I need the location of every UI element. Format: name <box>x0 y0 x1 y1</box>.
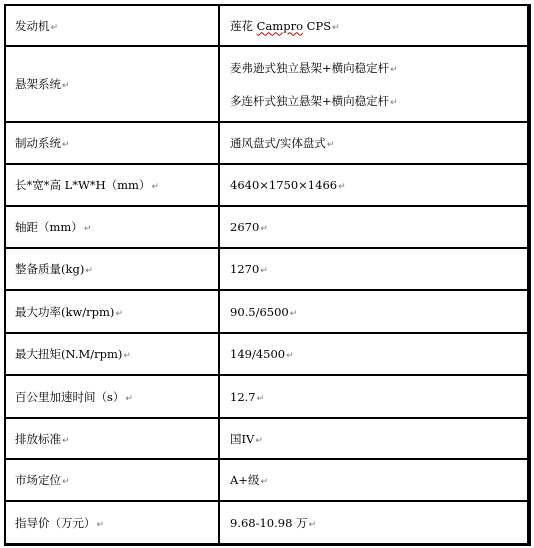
row-value-cell <box>219 122 528 164</box>
row-label: 轴距（mm） <box>15 220 83 234</box>
row-label: 百公里加速时间（s） <box>15 389 125 404</box>
paragraph-mark-icon: ↵ <box>83 224 92 234</box>
paragraph-mark-icon: ↵ <box>332 22 340 33</box>
engine-brand: 莲花 <box>230 18 257 33</box>
paragraph-mark-icon: ↵ <box>286 351 294 361</box>
engine-model: Campro <box>256 18 303 33</box>
row-label-cell <box>5 5 219 46</box>
row-value: 2670 <box>230 220 260 234</box>
row-label: 整备质量(kg) <box>15 262 85 276</box>
row-value-cell <box>219 248 528 290</box>
row-label: 市场定位 <box>15 473 61 487</box>
row-label: 悬架系统 <box>15 77 61 91</box>
row-label-cell <box>5 122 219 164</box>
row-label-cell <box>5 206 219 248</box>
row-label: 最大功率(kw/rpm) <box>15 304 115 319</box>
row-value: 9.68-10.98 万 <box>230 515 308 530</box>
paragraph-mark-icon: ↵ <box>125 393 133 404</box>
paragraph-mark-icon: ↵ <box>308 519 317 530</box>
row-value-cell <box>219 375 528 418</box>
paragraph-mark-icon: ↵ <box>123 351 131 361</box>
paragraph-mark-icon: ↵ <box>62 435 70 446</box>
table-row <box>5 46 528 122</box>
paragraph-mark-icon: ↵ <box>151 182 159 192</box>
row-label-cell <box>5 333 219 375</box>
row-value-cell <box>219 5 528 46</box>
row-value: 通风盘式/实体盘式 <box>230 136 326 150</box>
table-row <box>5 375 528 418</box>
table-row <box>5 164 528 206</box>
table-shadow-bottom <box>4 543 531 546</box>
paragraph-mark-icon: ↵ <box>256 393 265 404</box>
row-value: 1270 <box>230 262 260 276</box>
engine-suffix: CPS <box>303 18 332 33</box>
row-value: 多连杆式独立悬架+横向稳定杆 <box>230 93 390 108</box>
row-label: 长*宽*高 L*W*H（mm） <box>15 178 151 192</box>
row-value: A+级 <box>230 473 260 487</box>
row-label-cell <box>5 501 219 544</box>
row-value-cell <box>219 290 528 333</box>
row-value-cell <box>219 333 528 375</box>
paragraph-mark-icon: ↵ <box>289 308 298 319</box>
row-label: 指导价（万元） <box>15 515 96 530</box>
spec-table <box>4 4 529 545</box>
paragraph-mark-icon: ↵ <box>62 477 70 487</box>
table-row <box>5 206 528 248</box>
row-label-cell <box>5 290 219 333</box>
table-shadow-right <box>528 4 531 545</box>
row-label: 制动系统 <box>15 136 61 150</box>
row-value: 麦弗逊式独立悬架+横向稳定杆 <box>230 60 390 75</box>
table-row <box>5 5 528 46</box>
row-label-cell <box>5 164 219 206</box>
paragraph-mark-icon: ↵ <box>326 140 335 150</box>
table-row <box>5 459 528 501</box>
row-label-cell <box>5 46 219 122</box>
paragraph-mark-icon: ↵ <box>50 22 59 33</box>
paragraph-mark-icon: ↵ <box>260 477 268 487</box>
row-value-line <box>230 93 527 109</box>
row-value-cell <box>219 206 528 248</box>
row-value-cell <box>219 418 528 459</box>
paragraph-mark-icon: ↵ <box>390 97 398 108</box>
table-row <box>5 248 528 290</box>
row-label-cell <box>5 418 219 459</box>
paragraph-mark-icon: ↵ <box>390 64 398 75</box>
row-value-engine <box>230 19 331 33</box>
paragraph-mark-icon: ↵ <box>115 308 123 319</box>
row-value: 149/4500 <box>230 347 286 361</box>
row-label: 最大扭矩(N.M/rpm) <box>15 347 123 361</box>
paragraph-mark-icon: ↵ <box>255 435 263 446</box>
table-row <box>5 418 528 459</box>
row-value-cell <box>219 164 528 206</box>
row-value-cell <box>219 46 528 122</box>
paragraph-mark-icon: ↵ <box>260 266 268 276</box>
row-value-line <box>230 60 527 76</box>
row-label: 排放标准 <box>15 431 61 446</box>
row-label-cell <box>5 375 219 418</box>
row-value: 12.7 <box>230 389 256 404</box>
paragraph-mark-icon: ↵ <box>62 140 70 150</box>
table-row <box>5 290 528 333</box>
table-row <box>5 501 528 544</box>
table-row <box>5 333 528 375</box>
row-value: 4640×1750×1466 <box>230 178 338 192</box>
row-label-cell <box>5 459 219 501</box>
row-value-cell <box>219 501 528 544</box>
paragraph-mark-icon: ↵ <box>260 224 268 234</box>
paragraph-mark-icon: ↵ <box>338 182 346 192</box>
paragraph-mark-icon: ↵ <box>96 519 105 530</box>
row-label: 发动机 <box>15 18 50 33</box>
row-value: 国IV <box>230 431 255 446</box>
table-row <box>5 122 528 164</box>
row-label-cell <box>5 248 219 290</box>
paragraph-mark-icon: ↵ <box>85 266 93 276</box>
row-value-cell <box>219 459 528 501</box>
paragraph-mark-icon: ↵ <box>62 81 70 91</box>
row-value: 90.5/6500 <box>230 304 289 319</box>
